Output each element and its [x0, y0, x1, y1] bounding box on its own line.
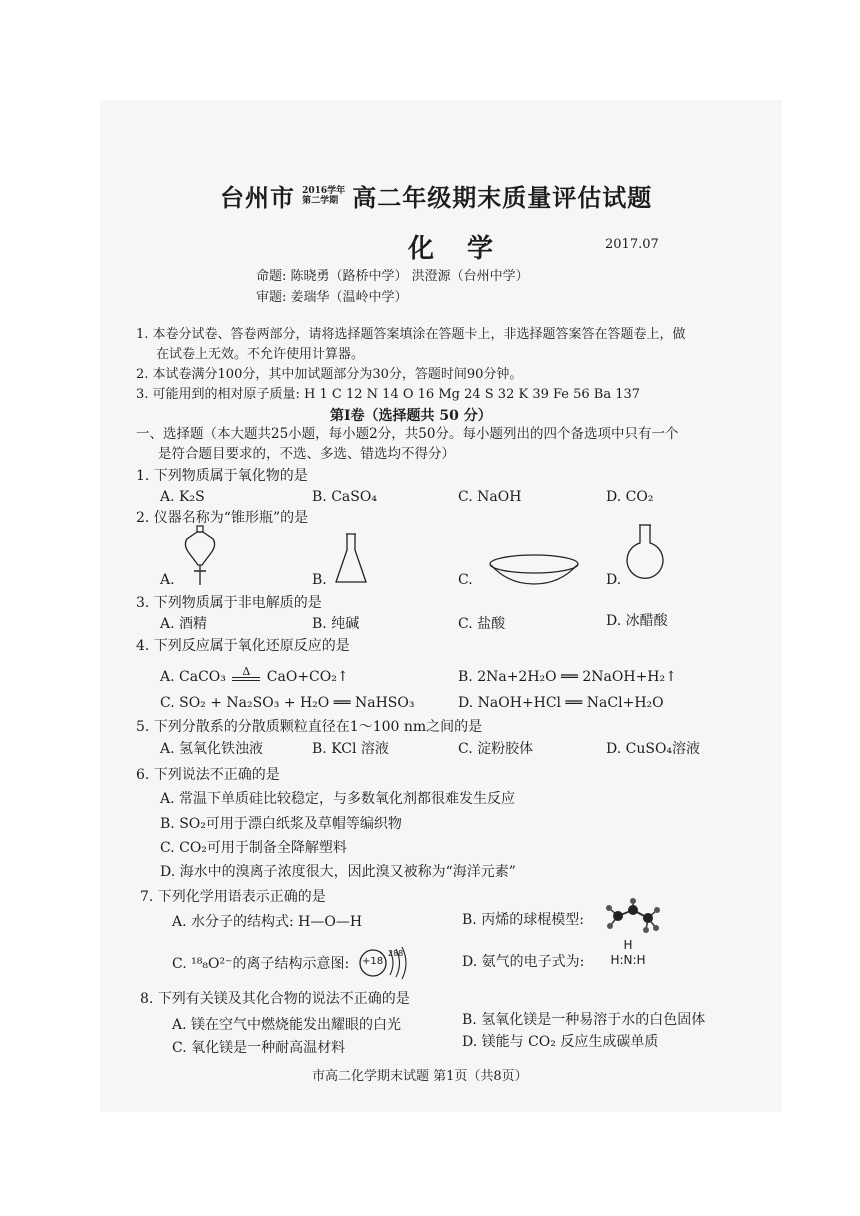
q4-a-delta: Δ [242, 664, 251, 678]
section-title-2: 是符合题目要求的，不选、多选、错选均不得分） [158, 446, 455, 462]
q8-option-d[interactable]: D. 镁能与 CO₂ 反应生成碳单质 [462, 1034, 659, 1050]
q3-option-d[interactable]: D. 冰醋酸 [606, 613, 668, 629]
q4-option-c[interactable]: C. SO₂ + Na₂SO₃ + H₂O ══ NaHSO₃ [160, 695, 415, 711]
instruction-1: 1. 本卷分试卷、答卷两部分，请将选择题答案填涂在答题卡上，非选择题答案答在答题卷上，做 [136, 327, 686, 342]
q8-stem: 8. 下列有关镁及其化合物的说法不正确的是 [140, 991, 410, 1007]
exam-title [220, 178, 652, 212]
ammonia-top-h: H [623, 938, 633, 952]
q2-option-c[interactable]: C. [458, 572, 473, 588]
q7-c-prefix: C. [172, 956, 192, 972]
q5-option-d[interactable]: D. CuSO₄溶液 [606, 741, 701, 757]
separatory-funnel-icon [183, 525, 217, 587]
q1-option-b[interactable]: B. CaSO₄ [312, 489, 377, 505]
subject-title: 化 学 [408, 234, 506, 264]
page-footer: 市高二化学期末试题 第1页（共8页） [312, 1069, 528, 1084]
q6-option-a[interactable]: A. 常温下单质硅比较稳定，与多数氧化剂都很难发生反应 [160, 791, 516, 807]
title-year-top: 2016学年 [302, 185, 346, 196]
q5-option-c[interactable]: C. 淀粉胶体 [458, 741, 534, 757]
q7-c-shells: 288 [388, 949, 404, 958]
q3-option-c[interactable]: C. 盐酸 [458, 616, 506, 632]
q6-option-d[interactable]: D. 海水中的溴离子浓度很大，因此溴又被称为“海洋元素” [160, 864, 516, 880]
q6-stem: 6. 下列说法不正确的是 [136, 767, 280, 783]
q8-option-a[interactable]: A. 镁在空气中燃烧能发出耀眼的白光 [172, 1017, 402, 1033]
q5-option-b[interactable]: B. KCl 溶液 [312, 741, 389, 757]
q7-option-d[interactable]: D. 氨气的电子式为: [462, 954, 585, 970]
q3-stem: 3. 下列物质属于非电解质的是 [136, 595, 322, 611]
q7-option-a[interactable]: A. 水分子的结构式: H—O—H [172, 914, 363, 930]
evaporating-dish-icon [488, 552, 580, 586]
q6-option-c[interactable]: C. CO₂可用于制备全降解塑料 [160, 840, 347, 856]
q7-stem: 7. 下列化学用语表示正确的是 [140, 889, 326, 905]
ion-structure-diagram-icon [358, 946, 416, 980]
q8-option-c[interactable]: C. 氧化镁是一种耐高温材料 [172, 1040, 346, 1056]
instruction-2: 2. 本试卷满分100分，其中加试题部分为30分，答题时间90分钟。 [136, 367, 523, 382]
title-city: 台州市 [220, 183, 295, 212]
q6-option-b[interactable]: B. SO₂可用于漂白纸浆及草帽等编织物 [160, 816, 402, 832]
q3-option-a[interactable]: A. 酒精 [160, 616, 208, 632]
title-year-bottom: 第二学期 [302, 195, 339, 206]
q2-option-b[interactable]: B. [312, 572, 327, 588]
ammonia-row: H:N:H [610, 953, 646, 967]
instruction-3: 3. 可能用到的相对原子质量: H 1 C 12 N 14 O 16 Mg 24 S 32 K 39 Fe 56 Ba 137 [136, 387, 641, 402]
q4-option-b[interactable]: B. 2Na+2H₂O ══ 2NaOH+H₂↑ [458, 669, 677, 685]
q4-option-d[interactable]: D. NaOH+HCl ══ NaCl+H₂O [458, 695, 664, 711]
part1-title: 第Ⅰ卷（选择题共 50 分） [330, 408, 492, 424]
q8-option-b[interactable]: B. 氢氧化镁是一种易溶于水的白色固体 [462, 1012, 706, 1028]
q4-option-a[interactable] [160, 664, 349, 686]
q4-a-reactant: A. CaCO₃ [160, 669, 226, 685]
propene-ball-stick-model-icon [604, 898, 662, 934]
q1-option-d[interactable]: D. CO₂ [606, 489, 654, 505]
proposers: 命题: 陈晓勇（路桥中学） 洪澄源（台州中学） [256, 269, 529, 284]
q7-c-iso: ¹⁸₈O²⁻的离子结构示意图: [191, 956, 350, 972]
q2-option-a[interactable]: A. [160, 572, 175, 588]
reviewer: 审题: 姜瑞华（温岭中学） [256, 290, 408, 305]
q4-stem: 4. 下列反应属于氧化还原反应的是 [136, 638, 350, 654]
instruction-1b: 在试卷上无效。不允许使用计算器。 [156, 347, 365, 362]
q1-option-a[interactable]: A. K₂S [160, 489, 205, 505]
q3-option-b[interactable]: B. 纯碱 [312, 616, 360, 632]
section-title: 一、选择题（本大题共25小题，每小题2分，共50分。每小题列出的四个备选项中只有一个 [136, 426, 679, 442]
exam-date: 2017.07 [605, 237, 659, 252]
q4-a-product: CaO+CO₂↑ [266, 669, 349, 685]
q2-stem: 2. 仪器名称为“锥形瓶”的是 [136, 510, 309, 526]
title-year-stack [302, 186, 345, 206]
ammonia-electron-formula [600, 938, 656, 968]
q5-option-a[interactable]: A. 氢氧化铁浊液 [160, 741, 264, 757]
q5-stem: 5. 下列分散系的分散质颗粒直径在1～100 nm之间的是 [136, 719, 483, 735]
q2-option-d[interactable]: D. [606, 572, 622, 588]
title-rest: 高二年级期末质量评估试题 [352, 183, 653, 212]
q7-c-nucleus: +18 [362, 956, 384, 967]
q7-option-b[interactable]: B. 丙烯的球棍模型: [462, 912, 584, 928]
q1-option-c[interactable]: C. NaOH [458, 489, 522, 505]
q4-a-arrow [232, 666, 260, 681]
conical-flask-icon [334, 532, 368, 586]
round-bottom-flask-icon [624, 523, 666, 583]
q1-stem: 1. 下列物质属于氧化物的是 [136, 468, 308, 484]
q7-option-c[interactable] [172, 955, 349, 973]
